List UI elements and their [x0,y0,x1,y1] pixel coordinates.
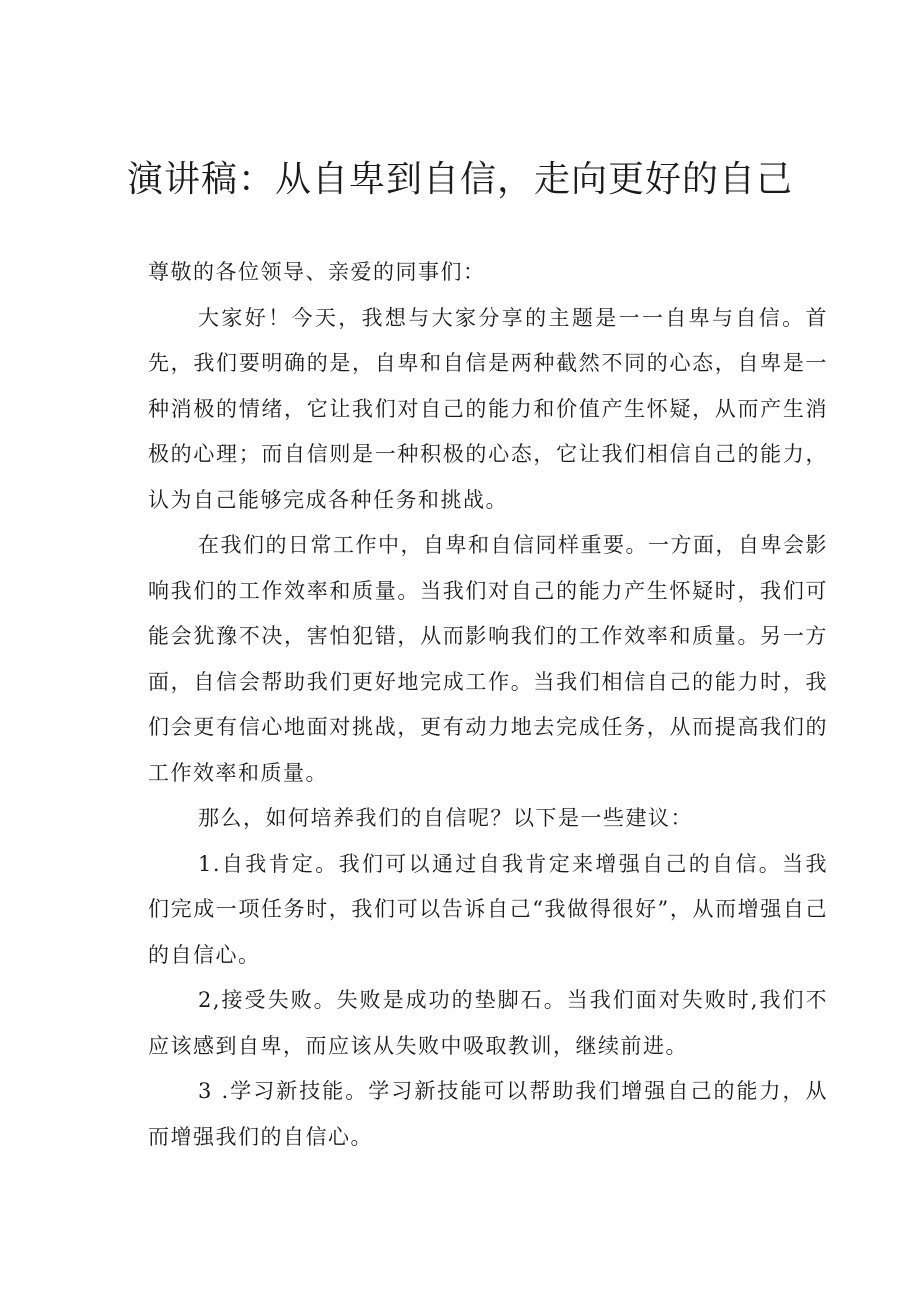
speech-body [148,250,828,1160]
salutation: 尊敬的各位领导、亲爱的同事们： [148,260,486,284]
paragraph-question: 那么，如何培养我们的自信呢？以下是一些建议： [198,806,693,830]
paragraph-suggestion-1: 1.自我肯定。我们可以通过自我肯定来增强自己的自信。当我们完成一项任务时，我们可以告诉自己“我做得很好”，从而增强自己的自信心。 [148,851,828,967]
paragraph-work: 在我们的日常工作中，自卑和自信同样重要。一方面，自卑会影响我们的工作效率和质量。当我们对自己的能力产生怀疑时，我们可能会犹豫不决，害怕犯错，从而影响我们的工作效率和质量。另一方面，自信会帮助我们更好地完成工作。当我们相信自己的能力时，我们会更有信心地面对挑战，更有动力地去完成任务，从而提高我们的工作效率和质量。 [148,533,828,785]
page-title: 演讲稿：从自卑到自信，走向更好的自己 [126,159,793,200]
paragraph-suggestion-3: 3 .学习新技能。学习新技能可以帮助我们增强自己的能力，从而增强我们的自信心。 [148,1079,828,1149]
paragraph-suggestion-2: 2,接受失败。失败是成功的垫脚石。当我们面对失败时,我们不应该感到自卑，而应该从失败中吸取教训，继续前进。 [148,988,828,1058]
paragraph-intro: 大家好！今天，我想与大家分享的主题是一一自卑与自信。首先，我们要明确的是，自卑和自信是两种截然不同的心态，自卑是一种消极的情绪，它让我们对自己的能力和价值产生怀疑，从而产生消极的心理；而自信则是一种积极的心态，它让我们相信自己的能力，认为自己能够完成各种任务和挑战。 [148,305,828,512]
